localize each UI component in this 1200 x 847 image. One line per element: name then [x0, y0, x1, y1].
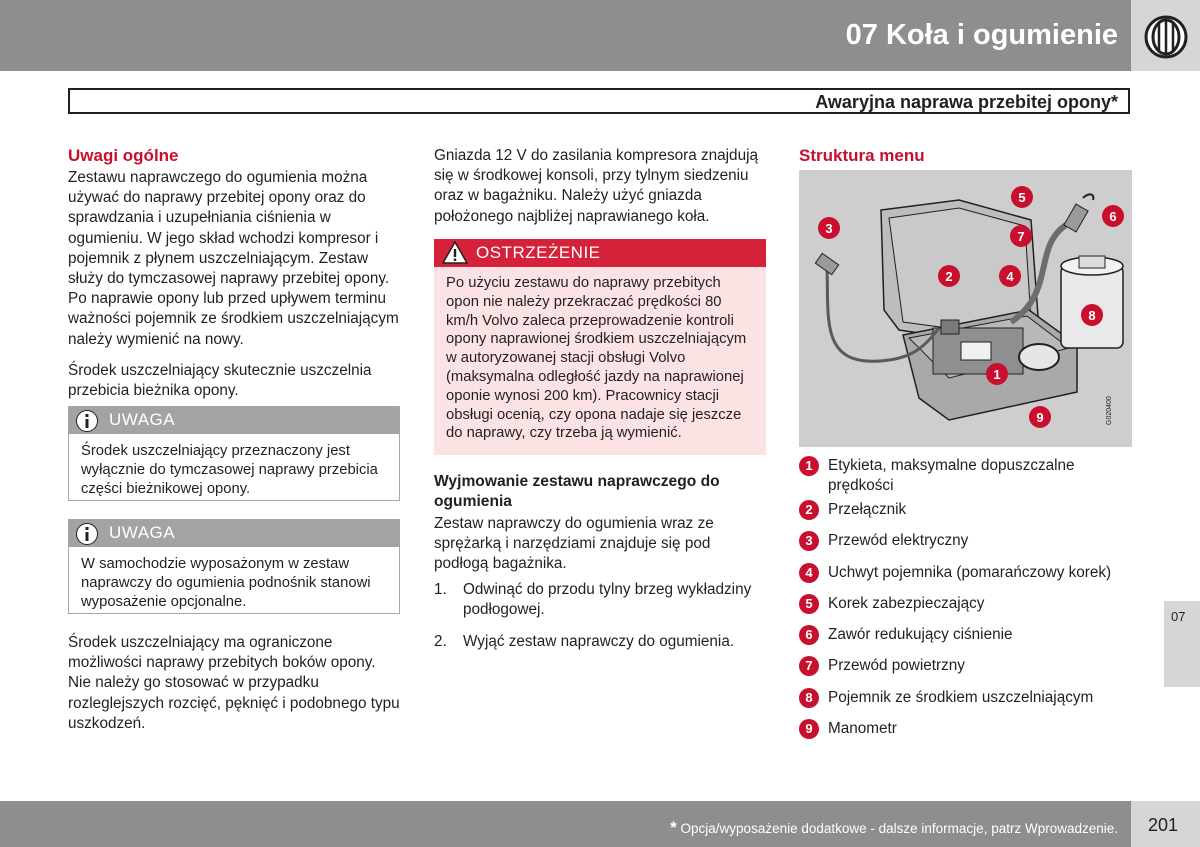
svg-text:7: 7	[1017, 229, 1025, 244]
legend-text: Korek zabezpieczający	[828, 595, 985, 612]
repair-kit-illustration	[799, 170, 1132, 447]
chapter-title: 07 Koła i ogumienie	[845, 19, 1118, 51]
legend-text: Przewód powietrzny	[828, 657, 965, 674]
svg-text:8: 8	[1088, 308, 1096, 323]
paragraph: Gniazda 12 V do zasilania kompresora znajdują się w środkowej konsoli, przy tylnym siedzeniu oraz w bagażniku. Należy użyć gniazda położonego najbliżej naprawianego koła.	[434, 147, 758, 225]
legend-number: 6	[799, 625, 819, 645]
warning-icon	[442, 241, 468, 264]
callout-8	[1081, 304, 1103, 326]
svg-text:1: 1	[993, 367, 1001, 382]
list-item	[434, 632, 768, 652]
note-box-2	[68, 519, 400, 614]
legend-text: Zawór redukujący ciśnienie	[828, 626, 1013, 643]
note-text: Środek uszczelniający przeznaczony jest wyłącznie do tymczasowej naprawy przebicia części bieżnikowej opony.	[81, 443, 378, 497]
legend-number: 8	[799, 688, 819, 708]
callout-2	[938, 265, 960, 287]
legend-number: 5	[799, 594, 819, 614]
removal-heading: Wyjmowanie zestawu naprawczego do ogumienia	[434, 473, 720, 510]
footer-text: Opcja/wyposażenie dodatkowe - dalsze informacje, patrz Wprowadzenie.	[676, 821, 1118, 836]
legend-number: 2	[799, 500, 819, 520]
steps-list	[434, 580, 768, 665]
legend-number: 4	[799, 563, 819, 583]
figure-code: G020400	[1106, 396, 1113, 425]
list-item	[434, 580, 768, 620]
svg-text:3: 3	[825, 221, 833, 236]
warning-text: Po użyciu zestawu do naprawy przebitych opon nie należy przekraczać prędkości 80 km/h Volvo zaleca przeprowadzenie kontroli opony naprawionej środkiem uszczelniającym w autoryzowanej stacji obsługi Volvo (maksymalna odległość jazdy na naprawionej oponie wynosi 200 km). Pracownicy stacji obsługi ocenią, czy opona nadaje się jeszcze do naprawy, czy trzeba ją wymienić.	[446, 275, 747, 442]
legend-text: Etykieta, maksymalne dopuszczalne prędkości	[828, 457, 1075, 494]
step-text: Odwinąć do przodu tylny brzeg wykładziny podłogowej.	[463, 581, 752, 619]
info-icon	[76, 410, 98, 432]
menu-structure-heading: Struktura menu	[799, 146, 925, 165]
paragraph: Środek uszczelniający skutecznie uszczelnia przebicia bieżnika opony.	[68, 361, 372, 400]
section-title: Awaryjna naprawa przebitej opony*	[815, 92, 1118, 112]
note-box-1	[68, 406, 400, 501]
footer-asterisk: *	[670, 818, 677, 837]
svg-text:4: 4	[1006, 269, 1014, 284]
warning-box	[434, 239, 766, 455]
paragraph: Środek uszczelniający ma ograniczone możliwości naprawy przebitych boków opony. Nie należy go stosować w przypadku rozleglejszych rozcięć, pęknięć i podobnego typu uszkodzeń.	[68, 634, 400, 732]
paragraph: Zestawu naprawczego do ogumienia można używać do naprawy przebitej opony oraz do sprawdzania i uzupełniania ciśnienia w ogumieniu. W jego skład wchodzi kompresor i pojemnik z płynem uszczelniającym. Zestaw służy do tymczasowej naprawy przebitej opony. Po naprawie opony lub przed upływem terminu ważności pojemnik ze środkiem uszczelniającym należy wymienić na nowy.	[68, 169, 399, 348]
column-1-text	[68, 168, 402, 412]
callout-1	[986, 363, 1008, 385]
footer-note	[670, 818, 1118, 838]
chapter-tab-number: 07	[1171, 609, 1186, 624]
page-number: 201	[1148, 815, 1179, 835]
note-title: UWAGA	[109, 410, 176, 429]
legend-number: 3	[799, 531, 819, 551]
warning-title: OSTRZEŻENIE	[476, 243, 601, 262]
svg-text:9: 9	[1036, 410, 1044, 425]
callout-4	[999, 265, 1021, 287]
general-notes-heading: Uwagi ogólne	[68, 146, 179, 165]
svg-text:5: 5	[1018, 190, 1026, 205]
info-icon	[76, 523, 98, 545]
svg-text:6: 6	[1109, 209, 1117, 224]
step-number: 2.	[434, 633, 447, 651]
legend-text: Uchwyt pojemnika (pomarańczowy korek)	[828, 564, 1112, 581]
tire-icon	[1144, 15, 1188, 59]
svg-text:2: 2	[945, 269, 953, 284]
callout-9	[1029, 406, 1051, 428]
legend-text: Przełącznik	[828, 501, 907, 518]
step-number: 1.	[434, 581, 447, 598]
callout-3	[818, 217, 840, 239]
legend-text: Manometr	[828, 720, 897, 737]
legend-number: 7	[799, 656, 819, 676]
legend-text: Przewód elektryczny	[828, 532, 969, 549]
note-title: UWAGA	[109, 523, 176, 542]
step-text: Wyjąć zestaw naprawczy do ogumienia.	[463, 633, 735, 651]
legend-text: Pojemnik ze środkiem uszczelniającym	[828, 689, 1094, 706]
callout-7	[1010, 225, 1032, 247]
note-text: W samochodzie wyposażonym w zestaw naprawczy do ogumienia podnośnik stanowi wyposażenie opcjonalne.	[81, 556, 371, 610]
paragraph: Zestaw naprawczy do ogumienia wraz ze sprężarką i narzędziami znajduje się pod podłogą bagażnika.	[434, 515, 714, 573]
callout-6	[1102, 205, 1124, 227]
callout-5	[1011, 186, 1033, 208]
legend-number: 1	[799, 456, 819, 476]
legend-number: 9	[799, 719, 819, 739]
